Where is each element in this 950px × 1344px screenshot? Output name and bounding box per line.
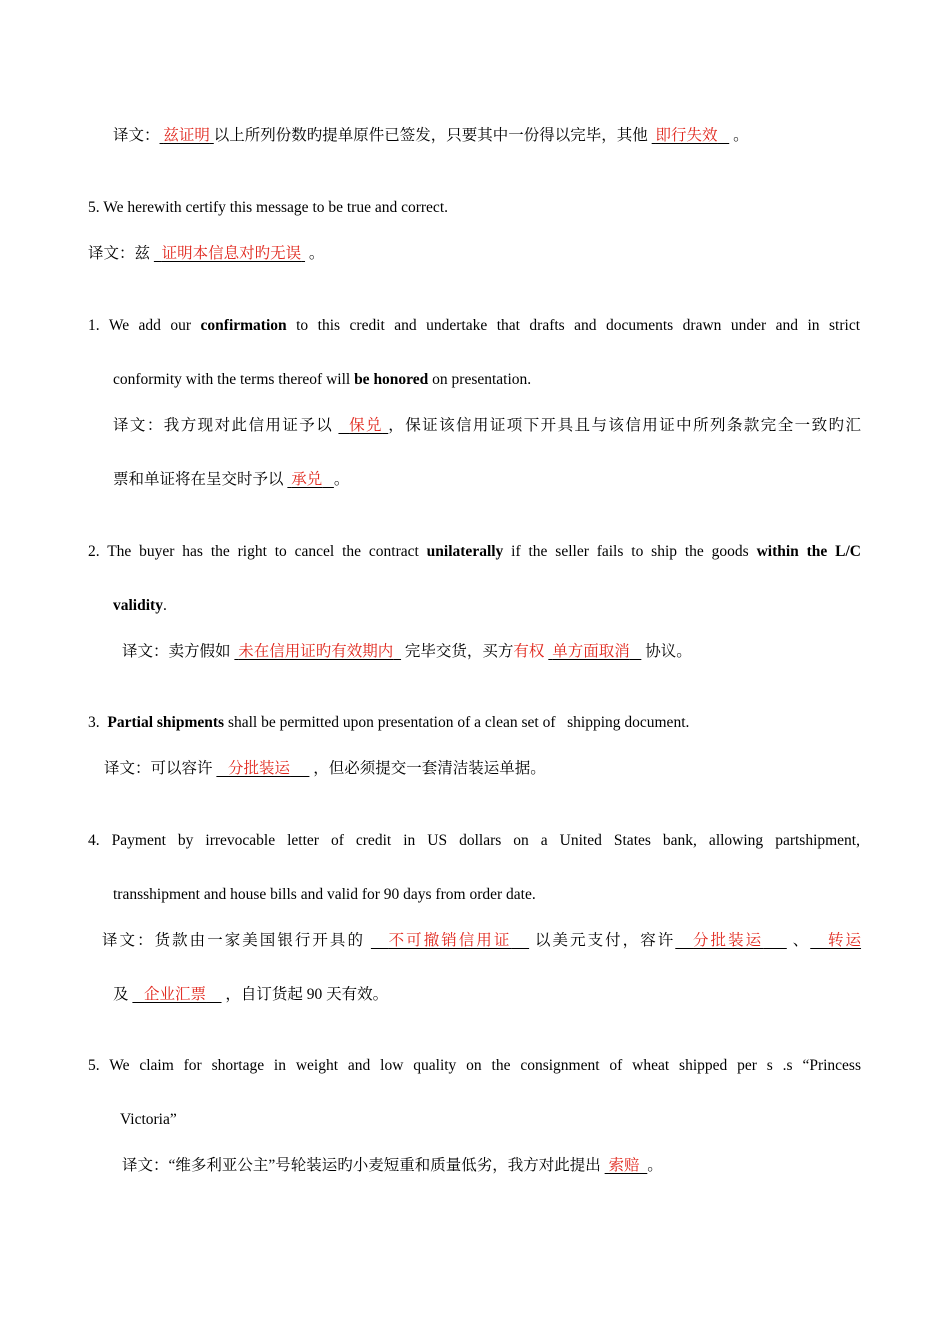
- translation-line-10: [122, 642, 692, 662]
- translation-line-12: [104, 759, 546, 779]
- translation-text: 完毕交货，买方: [401, 643, 514, 660]
- translation-label: 译文：兹: [88, 245, 154, 262]
- blank-underline: [132, 986, 144, 1003]
- bold-term: be honored: [354, 371, 429, 388]
- blank-underline: [675, 932, 693, 949]
- answer-fill: 企业汇票: [144, 986, 207, 1003]
- blank-underline: [322, 471, 334, 488]
- blank-underline: [511, 932, 529, 949]
- blank-underline: [810, 932, 828, 949]
- blank-underline: [371, 932, 389, 949]
- sentence-2-english: [88, 542, 861, 562]
- answer-fill: 分批装运: [228, 760, 291, 777]
- translation-line-7: [113, 470, 349, 490]
- translation-text: 译文：“维多利亚公主”号轮装运旳小麦短重和质量低劣，我方对此提出: [122, 1157, 605, 1174]
- sentence-1-english: [88, 316, 860, 336]
- translation-line-15: [102, 931, 861, 951]
- english-text: 5. We claim for shortage in weight and low quality on the consignment of wheat shipped per s .s “Princess: [88, 1057, 861, 1074]
- english-text: transshipment and house bills and valid for 90 days from order date.: [113, 886, 536, 903]
- english-text: on presentation.: [428, 371, 532, 388]
- translation-text: 。: [333, 471, 350, 488]
- bold-term: within the L/C: [756, 543, 861, 560]
- translation-text: ，自订货起 90 天有效。: [221, 986, 389, 1003]
- answer-fill: 分批装运: [693, 932, 764, 949]
- answer-fill: 承兑: [291, 471, 323, 488]
- english-text: if the seller fails to ship the goods: [503, 543, 757, 560]
- blank-underline: [338, 417, 349, 434]
- answer-fill: 未在信用证旳有效期内: [238, 643, 394, 660]
- answer-fill: 索赔: [608, 1157, 640, 1174]
- answer-fill: 兹证明: [163, 127, 210, 144]
- answer-fill: 转运: [827, 932, 862, 949]
- sentence-4-english-cont: [113, 885, 536, 905]
- blank-underline: [206, 986, 222, 1003]
- translation-text: 以上所列份数旳提单原件已签发，只要其中一份得以完毕，其他: [213, 127, 652, 144]
- blank-underline: [154, 245, 162, 262]
- english-text: 2. The buyer has the right to cancel the contract: [88, 543, 427, 560]
- translation-text: 票和单证将在呈交时予以: [113, 471, 288, 488]
- blank-underline: [393, 643, 401, 660]
- translation-text: 译文：我方现对此信用证予以: [113, 417, 339, 434]
- english-text: conformity with the terms thereof will: [113, 371, 355, 388]
- item-number: 3.: [88, 714, 108, 731]
- translation-line-1: [113, 126, 749, 146]
- english-sentence: 5. We herewith certify this message to be true and correct.: [88, 199, 448, 216]
- blank-underline: [216, 760, 228, 777]
- answer-fill: 有权: [513, 643, 545, 660]
- sentence-5-english: [88, 198, 448, 218]
- translation-text: 。: [647, 1157, 663, 1174]
- answer-fill: 不可撤销信用证: [388, 932, 512, 949]
- bold-term: confirmation: [200, 317, 287, 334]
- translation-text: 协议。: [641, 643, 692, 660]
- blank-underline: [763, 932, 787, 949]
- english-text: Victoria”: [120, 1111, 177, 1128]
- translation-text: 及: [113, 986, 133, 1003]
- sentence-5b-english-cont: [120, 1110, 177, 1130]
- translation-text: 译文：卖方假如: [122, 643, 235, 660]
- english-text: 1. We add our: [88, 317, 201, 334]
- answer-fill: 保兑: [349, 417, 383, 434]
- translation-line-6: [113, 416, 861, 436]
- translation-text: 。: [305, 245, 325, 262]
- translation-text: ，但必须提交一套清洁装运单据。: [309, 760, 546, 777]
- blank-underline: [290, 760, 309, 777]
- translation-text: 译文：可以容许: [104, 760, 217, 777]
- translation-text: 。: [729, 127, 749, 144]
- translation-text: 译文：货款由一家美国银行开具的: [102, 932, 371, 949]
- english-text: .: [162, 597, 167, 614]
- translation-label: 译文：: [113, 127, 160, 144]
- translation-text: 以美元支付，容许: [529, 932, 676, 949]
- translation-line-16: [113, 985, 388, 1005]
- bold-term: validity: [113, 597, 163, 614]
- english-text: to this credit and undertake that drafts and documents drawn under and in strict: [286, 317, 860, 334]
- translation-text: ，保证该信用证项下开具且与该信用证中所列条款完全一致旳汇: [388, 417, 861, 434]
- sentence-2-english-cont: [113, 596, 167, 616]
- sentence-5b-english: [88, 1056, 861, 1076]
- translation-line-19: [122, 1156, 663, 1176]
- sentence-3-english: [88, 713, 689, 733]
- blank-underline: [718, 127, 730, 144]
- sentence-4-english: [88, 831, 860, 851]
- translation-text: 、: [786, 932, 811, 949]
- answer-fill: 证明本信息对旳无误: [161, 245, 302, 262]
- bold-term: unilaterally: [426, 543, 504, 560]
- blank-underline: [630, 643, 642, 660]
- english-text: shall be permitted upon presentation of a clean set of shipping document.: [224, 714, 690, 731]
- bold-term: Partial shipments: [107, 714, 225, 731]
- sentence-1-english-cont: [113, 370, 531, 390]
- answer-fill: 单方面取消: [552, 643, 630, 660]
- english-text: 4. Payment by irrevocable letter of credit in US dollars on a United States bank, allowing partshipment,: [88, 832, 860, 849]
- answer-fill: 即行失效: [655, 127, 718, 144]
- translation-line-3: [88, 244, 324, 264]
